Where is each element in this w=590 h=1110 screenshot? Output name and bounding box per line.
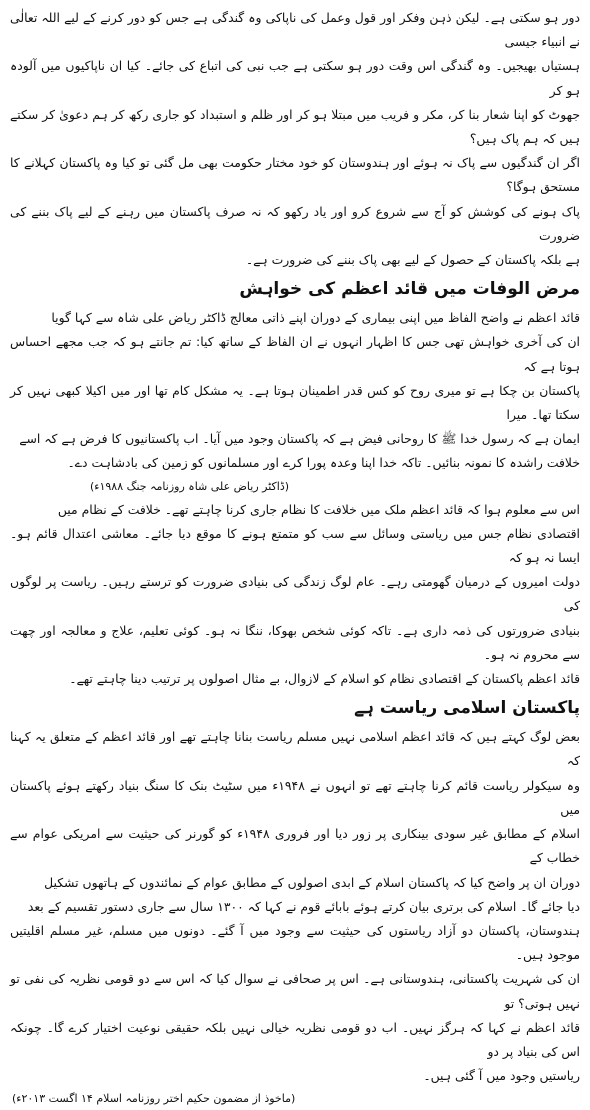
citation-hakeem-akhtar: (ماخوذ از مضمون حکیم اختر روزنامہ اسلام ۱۴ اگست ۲۰۱۳ء) (12, 1092, 296, 1106)
paragraph-economic-system: اس سے معلوم ہوا کہ قائد اعظم ملک میں خلافت کا نظام جاری کرنا چاہتے تھے۔ خلافت کے نظام میں اقتصادی نظام جس میں ریاستی وسائل سے سب کو متمتع ہونے کا موقع دیا جائے۔ معاشی اعتدال قائم ہو۔ ایسا نہ ہو کہ دولت امیروں کے درمیان گھومتی رہے۔ عام لوگ زندگی کی بنیادی ضرورت کو ترستے رہیں۔ ریاست پر لوگوں کی بنیادی ضرورتوں کی ذمہ داری ہے۔ تاکہ کوئی شخص بھوکا، ننگا نہ ہو۔ کوئی تعلیم، علاج و معالجہ اور چھت سے محروم نہ ہو۔ قائد اعظم پاکستان کے اقتصادی نظام کو اسلام کے لازوال، بے مثال اصولوں پر ترتیب دینا چاہتے تھے۔ (10, 501, 580, 687)
paragraph-last-wish: قائد اعظم نے واضح الفاظ میں اپنی بیماری کے دوران اپنے ذاتی معالج ڈاکٹر ریاض علی شاہ سے کہا گویا ان کی آخری خواہش تھی جس کا اظہار انہوں نے ان الفاظ کے ساتھ کیا: تم جانتے ہو کہ جب مجھے احساس ہوتا ہے کہ پاکستان بن چکا ہے تو میری روح کو کس قدر اطمینان ہوتا ہے۔ یہ مشکل کام تھا اور میں اکیلا کبھی نہیں کر سکتا تھا۔ میرا ایمان ہے کہ رسول خدا ﷺ کا روحانی فیض ہے کہ پاکستان وجود میں آیا۔ اب پاکستانیوں کا فرض ہے کہ اسے خلافت راشدہ کا نمونہ بنائیں۔ تاکہ خدا اپنا وعدہ پورا کرے اور مسلمانوں کو زمین کی بادشاہت دے۔ (10, 310, 580, 471)
heading-last-wish: مرض الوفات میں قائد اعظم کی خواہش (239, 279, 580, 300)
paragraph-purity: دور ہو سکتی ہے۔ لیکن ذہن وفکر اور قول وعمل کی ناپاکی وہ گندگی ہے جس کو دور کرنے کے لیے اللہ تعالٰی نے انبیاء جیسی ہستیاں بھیجیں۔ وہ گندگی اس وقت دور ہو سکتی ہے جب نبی کی اتباع کی جائے۔ کیا ان ناپاکیوں میں آلودہ ہو کر جھوٹ کو اپنا شعار بنا کر، مکر و فریب میں مبتلا ہو کر اور ظلم و استبداد کو جاری رکھ کر ہم دعویٰ کر سکتے ہیں کہ ہم پاک ہیں؟ اگر ان گندگیوں سے پاک نہ ہوئے اور ہندوستان کو خود مختار حکومت بھی مل گئی تو کیا وہ پاکستان کہلانے کا مستحق ہوگا؟ پاک ہونے کی کوشش کو آج سے شروع کرو اور یاد رکھو کہ نہ صرف پاکستان میں رہنے کے لیے پاک بننے کی ضرورت ہے بلکہ پاکستان کے حصول کے لیے بھی پاک بننے کی ضرورت ہے۔ (10, 10, 580, 268)
citation-riaz-ali-shah: (ڈاکٹر ریاض علی شاہ روزنامہ جنگ ۱۹۸۸ء) (90, 479, 290, 493)
heading-islamic-state: پاکستان اسلامی ریاست ہے (354, 698, 580, 719)
paragraph-islamic-state: بعض لوگ کہتے ہیں کہ قائد اعظم اسلامی نہیں مسلم ریاست بنانا چاہتے تھے اور قائد اعظم کے متعلق یہ کہنا کہ وہ سیکولر ریاست قائم کرنا چاہتے تھے تو انہوں نے ۱۹۴۸ء میں سٹیٹ بنک کا سنگ بنیاد رکھتے ہوئے پاکستان میں اسلام کے مطابق غیر سودی بینکاری پر زور دیا اور فروری ۱۹۴۸ء کو گورنر کی حیثیت سے امریکی عوام سے خطاب کے دوران ان پر واضح کیا کہ پاکستان اسلام کے ابدی اصولوں کے مطابق عوام کے نمائندوں کے ہاتھوں تشکیل دیا جائے گا۔ اسلام کی برتری بیان کرتے ہوئے بابائے قوم نے کہا کہ ۱۳۰۰ سال سے جاری دستور تقسیم کے بعد ہندوستان، پاکستان دو آزاد ریاستوں کی حیثیت سے وجود میں آ گئے۔ دونوں میں مسلم، غیر مسلم اقلیتیں موجود ہیں۔ ان کی شہریت پاکستانی، ہندوستانی ہے۔ اس پر صحافی نے سوال کیا کہ اس سے دو قومی نظریہ کی نفی تو نہیں ہوتی؟ تو قائد اعظم نے کہا کہ ہرگز نہیں۔ اب دو قومی نظریہ خیالی نہیں بلکہ حقیقی نوعیت اختیار کرے گا۔ چونکہ اس کی بنیاد پر دو ریاستیں وجود میں آ گئی ہیں۔ (10, 729, 580, 1084)
